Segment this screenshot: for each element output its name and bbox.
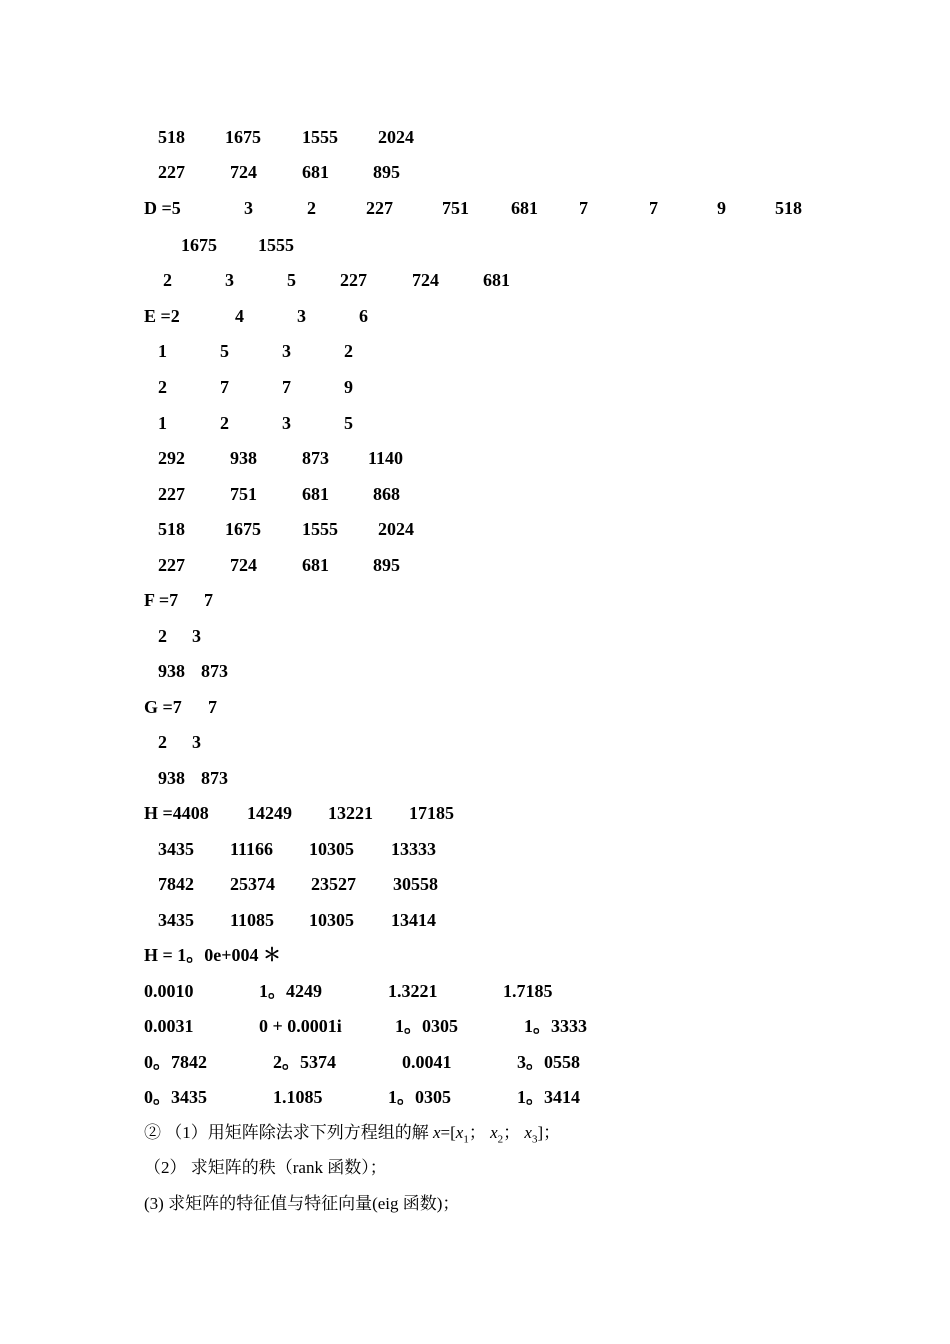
matrix-cell: 11166	[230, 839, 274, 859]
matrix-cell: 0.0031	[144, 1016, 194, 1036]
matrix-cell: 873	[201, 661, 228, 681]
matrix-cell: 873	[201, 768, 228, 788]
task-text: (3) 求矩阵的特征值与特征向量(eig 函数)；	[144, 1194, 460, 1213]
matrix-cell: 5	[344, 413, 353, 433]
matrix-cell: 2	[163, 270, 172, 290]
matrix-cell: 681	[302, 555, 329, 575]
matrix-cell: 7	[282, 377, 291, 397]
matrix-cell: 5	[287, 270, 296, 290]
matrix-cell: 2	[220, 413, 229, 433]
matrix-cell: 0。3435	[144, 1087, 207, 1107]
matrix-cell: 0.0041	[402, 1052, 452, 1072]
matrix-cell: 7	[220, 377, 229, 397]
matrix-cell: 9	[344, 377, 353, 397]
matrix-cell: 751	[442, 198, 469, 218]
matrix-cell: 1.1085	[273, 1087, 323, 1107]
matrix-cell: 3	[297, 306, 306, 326]
matrix-cell: 1675	[181, 235, 217, 255]
matrix-cell: 0 + 0.0001i	[259, 1016, 342, 1036]
matrix-cell: 9	[717, 198, 726, 218]
matrix-cell: 3	[244, 198, 253, 218]
matrix-h-scale-label: H = 1。0e+004 ＊	[144, 945, 282, 965]
matrix-cell: 7842	[158, 874, 194, 894]
matrix-cell: 681	[511, 198, 538, 218]
matrix-cell: 938	[158, 768, 185, 788]
matrix-cell: 895	[373, 162, 400, 182]
matrix-cell: 6	[359, 306, 368, 326]
matrix-cell: 227	[340, 270, 367, 290]
matrix-cell: 30558	[393, 874, 438, 894]
matrix-cell: 13414	[391, 910, 436, 930]
matrix-cell: 2	[158, 377, 167, 397]
task-line-1	[144, 1118, 560, 1148]
matrix-cell: 227	[158, 162, 185, 182]
matrix-cell: 0。7842	[144, 1052, 207, 1072]
matrix-cell: 25374	[230, 874, 275, 894]
matrix-cell: 1。0305	[388, 1087, 451, 1107]
matrix-cell: 227	[158, 555, 185, 575]
matrix-cell: 227	[158, 484, 185, 504]
matrix-cell: 518	[158, 127, 185, 147]
matrix-e-label: E =2	[144, 306, 180, 326]
task-text: ；	[468, 1123, 491, 1142]
matrix-f-label: F =7	[144, 590, 179, 610]
matrix-cell: 724	[230, 555, 257, 575]
matrix-cell: 2。5374	[273, 1052, 336, 1072]
matrix-cell: 2	[158, 732, 167, 752]
matrix-cell: 3435	[158, 839, 194, 859]
matrix-cell: 7	[204, 590, 213, 610]
matrix-cell: 1.7185	[503, 981, 553, 1001]
matrix-cell: 292	[158, 448, 185, 468]
matrix-cell: 10305	[309, 839, 354, 859]
task-text: =[	[440, 1123, 456, 1142]
matrix-cell: 724	[230, 162, 257, 182]
matrix-cell: 681	[483, 270, 510, 290]
subscript: 2	[497, 1133, 504, 1146]
task-text: ]；	[537, 1123, 561, 1142]
matrix-cell: 1555	[258, 235, 294, 255]
matrix-d-label: D =5	[144, 198, 181, 218]
matrix-h-label: H =4408	[144, 803, 209, 823]
matrix-cell: 1。0305	[395, 1016, 458, 1036]
matrix-cell: 3	[225, 270, 234, 290]
matrix-cell: 1140	[368, 448, 404, 468]
matrix-g-label: G =7	[144, 697, 182, 717]
matrix-cell: 681	[302, 484, 329, 504]
task-line-3	[144, 1189, 459, 1219]
var-x: x	[455, 1123, 464, 1142]
matrix-cell: 3	[282, 341, 291, 361]
matrix-cell: 14249	[247, 803, 292, 823]
matrix-cell: 681	[302, 162, 329, 182]
matrix-cell: 17185	[409, 803, 454, 823]
matrix-cell: 873	[302, 448, 329, 468]
matrix-cell: 938	[230, 448, 257, 468]
subscript: 3	[531, 1133, 538, 1146]
matrix-cell: 1555	[302, 127, 338, 147]
matrix-cell: 11085	[230, 910, 275, 930]
matrix-cell: 751	[230, 484, 257, 504]
matrix-cell: 1。4249	[259, 981, 322, 1001]
matrix-cell: 2	[344, 341, 353, 361]
task-line-2	[144, 1153, 387, 1183]
matrix-cell: 1	[158, 413, 167, 433]
matrix-cell: 1	[158, 341, 167, 361]
matrix-cell: 23527	[311, 874, 356, 894]
matrix-cell: 7	[649, 198, 658, 218]
var-x: x	[490, 1123, 498, 1142]
matrix-cell: 3	[192, 732, 201, 752]
matrix-cell: 3435	[158, 910, 194, 930]
matrix-cell: 2024	[378, 127, 414, 147]
task-text: ② （1）用矩阵除法求下列方程组的解	[144, 1123, 433, 1142]
matrix-cell: 868	[373, 484, 400, 504]
matrix-cell: 518	[775, 198, 802, 218]
matrix-cell: 7	[579, 198, 588, 218]
matrix-cell: 1675	[225, 519, 261, 539]
matrix-cell: 2	[158, 626, 167, 646]
matrix-cell: 2	[307, 198, 316, 218]
matrix-cell: 227	[366, 198, 393, 218]
matrix-cell: 3	[192, 626, 201, 646]
matrix-cell: 1675	[225, 127, 261, 147]
matrix-cell: 2024	[378, 519, 414, 539]
matrix-cell: 938	[158, 661, 185, 681]
matrix-cell: 518	[158, 519, 185, 539]
matrix-cell: 3	[282, 413, 291, 433]
matrix-cell: 1。3414	[517, 1087, 580, 1107]
subscript: 1	[463, 1133, 469, 1146]
matrix-cell: 7	[208, 697, 217, 717]
matrix-cell: 3。0558	[517, 1052, 580, 1072]
task-text: （2） 求矩阵的秩（rank 函数）；	[144, 1158, 387, 1177]
task-text: ；	[503, 1123, 525, 1142]
matrix-cell: 1.3221	[388, 981, 438, 1001]
matrix-cell: 1。3333	[524, 1016, 587, 1036]
matrix-cell: 724	[412, 270, 439, 290]
matrix-cell: 0.0010	[144, 981, 194, 1001]
matrix-cell: 10305	[309, 910, 354, 930]
var-x: x	[433, 1123, 441, 1142]
matrix-cell: 4	[235, 306, 244, 326]
matrix-cell: 13221	[328, 803, 373, 823]
matrix-cell: 5	[220, 341, 229, 361]
var-x: x	[524, 1123, 532, 1142]
matrix-cell: 13333	[391, 839, 436, 859]
matrix-cell: 895	[373, 555, 400, 575]
matrix-cell: 1555	[302, 519, 338, 539]
